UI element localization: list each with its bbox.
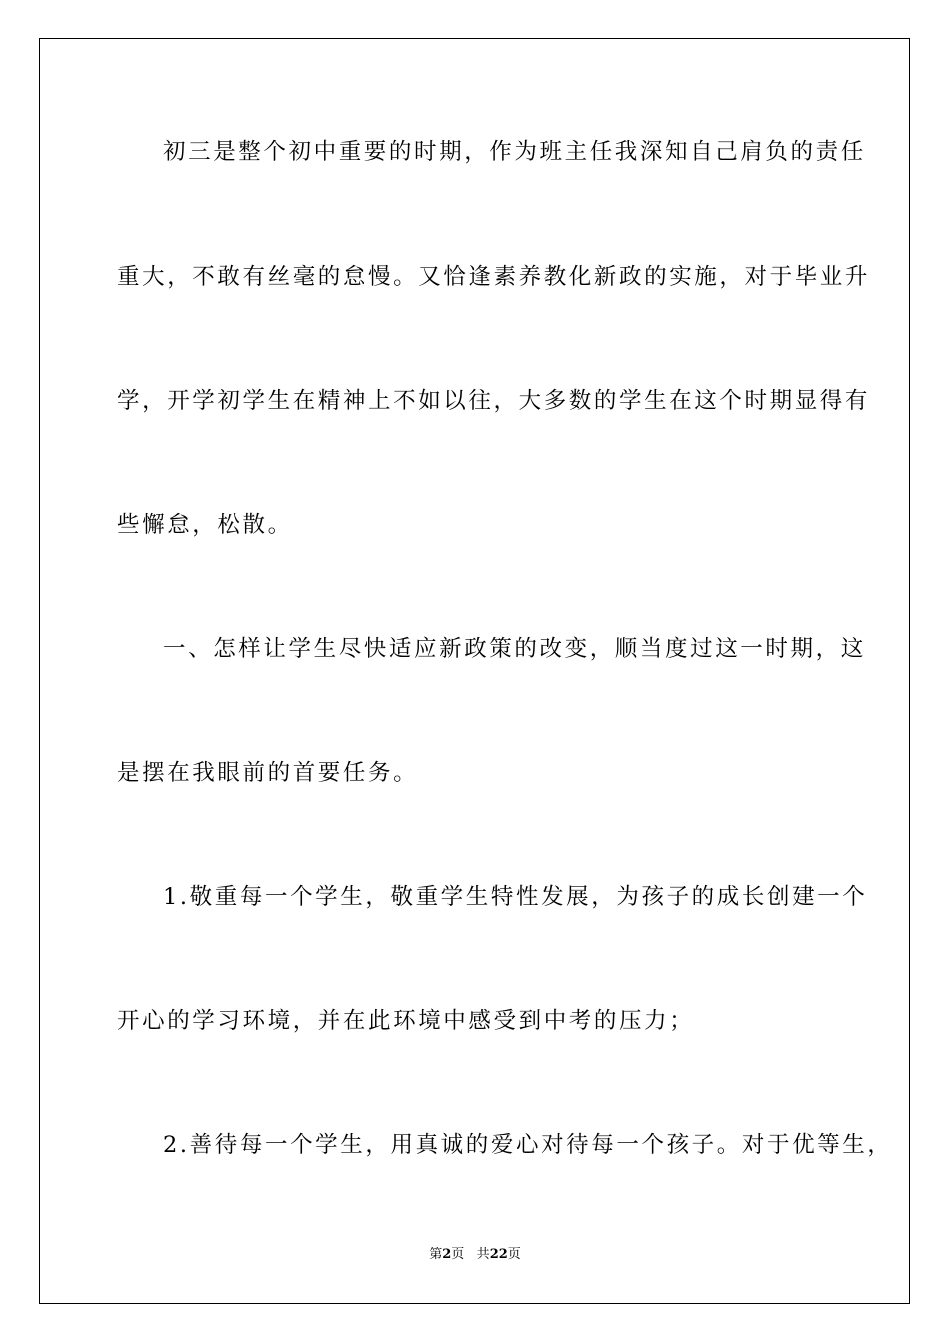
paragraph-1-line-2: 重大，不敢有丝毫的怠慢。又恰逢素养教化新政的实施，对于毕业升 [117,264,871,290]
page-suffix: 页 [451,1247,465,1262]
list-item-1-line-1: 1.敬重每一个学生，敬重学生特性发展，为孩子的成长创建一个 [163,884,868,910]
section-1-heading-line-2: 是摆在我眼前的首要任务。 [117,760,419,786]
page-border [39,38,910,1304]
list-item-2-line-1: 2.善待每一个学生，用真诚的爱心对待每一个孩子。对于优等生， [163,1132,893,1158]
page-prefix: 第 [429,1247,443,1262]
total-suffix: 页 [507,1247,521,1262]
page-footer [0,1246,950,1264]
paragraph-1-line-4: 些懈怠，松散。 [117,512,293,538]
current-page-number: 2 [442,1247,452,1262]
paragraph-1-line-3: 学，开学初学生在精神上不如以往，大多数的学生在这个时期显得有 [117,388,871,414]
paragraph-1-line-1: 初三是整个初中重要的时期，作为班主任我深知自己肩负的责任 [163,139,866,165]
total-pages-number: 22 [489,1247,508,1262]
list-item-1-line-2: 开心的学习环境，并在此环境中感受到中考的压力； [117,1008,695,1034]
total-prefix: 共 [476,1247,490,1262]
section-1-heading-line-1: 一、怎样让学生尽快适应新政策的改变，顺当度过这一时期，这 [163,636,866,662]
